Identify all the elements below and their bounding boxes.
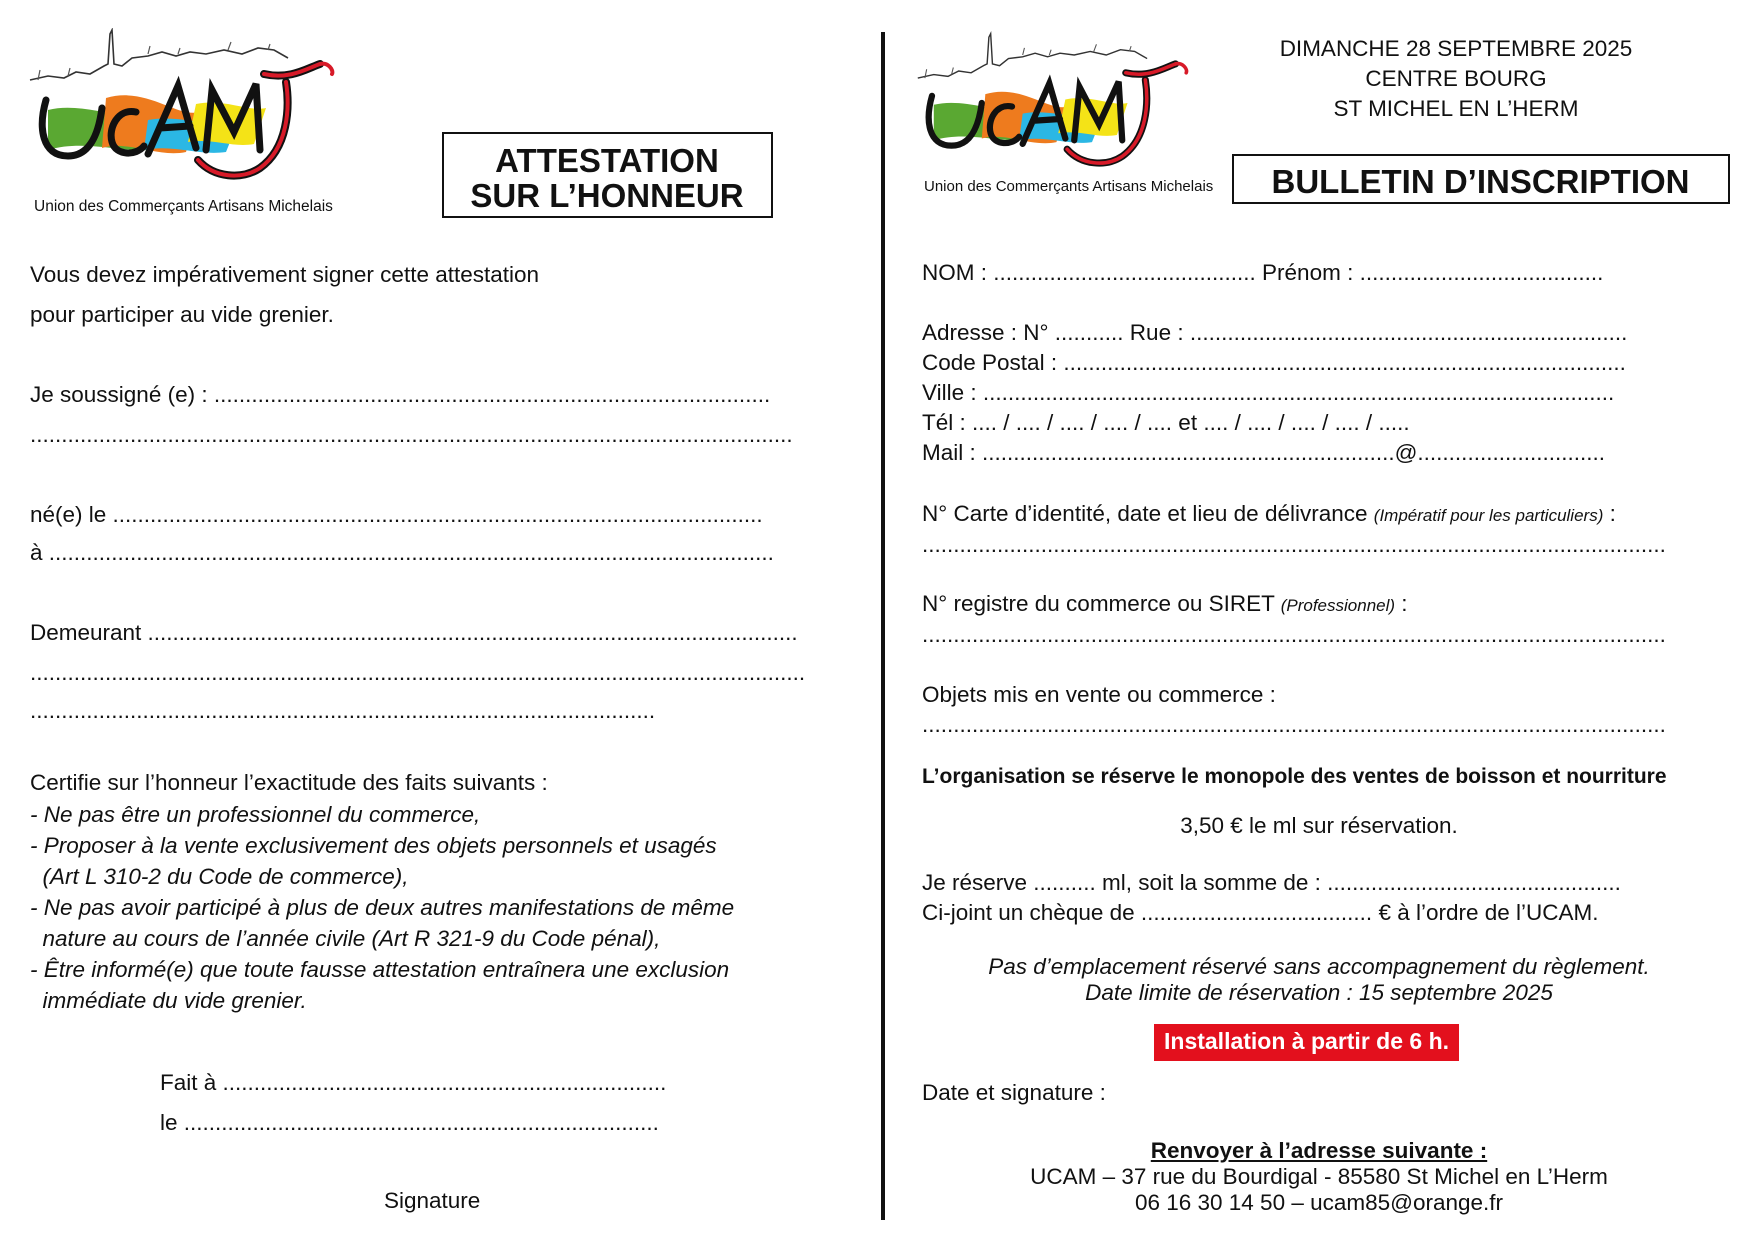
certify-item: immédiate du vide grenier. xyxy=(30,988,307,1013)
intro-line2: pour participer au vide grenier. xyxy=(30,302,334,327)
reservation-field[interactable]: Je réserve .......... ml, soit la somme de : ............................................... xyxy=(922,870,1621,895)
certifie-heading: Certifie sur l’honneur l’exactitude des faits suivants : xyxy=(30,770,548,795)
id-card-colon: : xyxy=(1603,501,1616,526)
logo-subtitle-left: Union des Commerçants Artisans Michelais xyxy=(34,198,333,215)
event-location: CENTRE BOURG xyxy=(1365,66,1547,91)
return-address: UCAM – 37 rue du Bourdigal - 85580 St Michel en L’Herm xyxy=(1030,1164,1608,1189)
contact-info: 06 16 30 14 50 – ucam85@orange.fr xyxy=(1134,1190,1504,1215)
ucam-logo-graphic xyxy=(28,28,388,188)
logo-subtitle-right: Union des Commerçants Artisans Michelais xyxy=(924,178,1214,195)
ucam-logo-right xyxy=(916,28,1236,178)
monopoly-notice: L’organisation se réserve le monopole des ventes de boisson et nourriture xyxy=(922,765,1667,788)
certify-item: - Être informé(e) que toute fausse attestation entraînera une exclusion xyxy=(30,957,730,982)
email-field[interactable]: Mail : ..................................................................@.............................. xyxy=(922,440,1605,465)
intro-line1: Vous devez impérativement signer cette attestation xyxy=(30,262,540,287)
id-card-label xyxy=(922,503,1616,526)
installation-badge: Installation à partir de 6 h. xyxy=(1154,1024,1459,1061)
return-address-heading: Renvoyer à l’adresse suivante : xyxy=(1150,1138,1488,1163)
signature-label: Signature xyxy=(384,1188,481,1213)
certify-item: nature au cours de l’année civile (Art R 321-9 du Code pénal), xyxy=(30,926,661,951)
street-field[interactable]: Adresse : N° ........... Rue : ...................................................................... xyxy=(922,320,1628,345)
attestation-title-box xyxy=(442,132,773,218)
deadline-notice: Date limite de réservation : 15 septembre 2025 xyxy=(1085,980,1553,1005)
city-field[interactable]: Ville : ..................................................................................................... xyxy=(922,380,1615,405)
certify-item: - Ne pas avoir participé à plus de deux autres manifestations de même xyxy=(30,895,735,920)
registry-note: (Professionnel) xyxy=(1280,596,1396,615)
registry-field[interactable]: ....................................................................................................................... xyxy=(922,622,1666,647)
id-card-label-text: N° Carte d’identité, date et lieu de délivrance xyxy=(922,501,1368,526)
address-field-line3[interactable]: .................................................................................................... xyxy=(30,698,656,723)
birth-place-field[interactable]: à .................................................................................................................... xyxy=(30,540,774,565)
items-for-sale-field[interactable]: ....................................................................................................................... xyxy=(922,712,1666,737)
registry-colon: : xyxy=(1395,591,1408,616)
certify-item: - Ne pas être un professionnel du commerce, xyxy=(30,802,481,827)
soussigne-field-line2[interactable]: .......................................................................................................................... xyxy=(30,422,793,447)
certify-item: - Proposer à la vente exclusivement des objets personnels et usagés xyxy=(30,833,717,858)
price-notice: 3,50 € le ml sur réservation. xyxy=(1180,813,1458,838)
bulletin-title: BULLETIN D’INSCRIPTION xyxy=(1271,163,1690,200)
event-date: DIMANCHE 28 SEPTEMBRE 2025 xyxy=(1279,36,1633,61)
birth-date-field[interactable]: né(e) le ........................................................................................................ xyxy=(30,502,763,527)
address-field[interactable]: Demeurant ........................................................................................................ xyxy=(30,620,798,645)
attestation-title-line1: ATTESTATION xyxy=(495,142,719,179)
name-field[interactable]: NOM : .......................................... Prénom : ....................................... xyxy=(922,260,1604,285)
cheque-field[interactable]: Ci-joint un chèque de ..................................... € à l’ordre de l’UCAM. xyxy=(922,900,1599,925)
address-field-line2[interactable]: ............................................................................................................................ xyxy=(30,660,806,685)
payment-notice: Pas d’emplacement réservé sans accompagnement du règlement. xyxy=(988,954,1650,979)
attestation-title-line2: SUR L’HONNEUR xyxy=(470,177,744,214)
bulletin-title-box xyxy=(1232,154,1730,204)
event-town: ST MICHEL EN L’HERM xyxy=(1333,96,1579,121)
id-card-field[interactable]: ....................................................................................................................... xyxy=(922,532,1666,557)
fait-a-field[interactable]: Fait à ....................................................................... xyxy=(160,1070,667,1095)
registry-label-text: N° registre du commerce ou SIRET xyxy=(922,591,1275,616)
phone-field[interactable]: Tél : .... / .... / .... / .... / .... et .... / .... / .... / .... / ..... xyxy=(922,410,1410,435)
items-for-sale-label: Objets mis en vente ou commerce : xyxy=(922,682,1276,707)
postal-code-field[interactable]: Code Postal : .......................................................................................... xyxy=(922,350,1626,375)
registry-label xyxy=(922,593,1408,616)
page-divider xyxy=(881,32,885,1220)
id-card-note: (Impératif pour les particuliers) xyxy=(1373,506,1604,525)
le-field[interactable]: le ............................................................................ xyxy=(160,1110,659,1135)
ucam-logo-graphic xyxy=(916,28,1236,178)
date-signature-label: Date et signature : xyxy=(922,1080,1106,1105)
soussigne-field[interactable]: Je soussigné (e) : ......................................................................................... xyxy=(30,382,771,407)
ucam-logo-left xyxy=(28,28,388,188)
certify-item: (Art L 310-2 du Code de commerce), xyxy=(30,864,409,889)
